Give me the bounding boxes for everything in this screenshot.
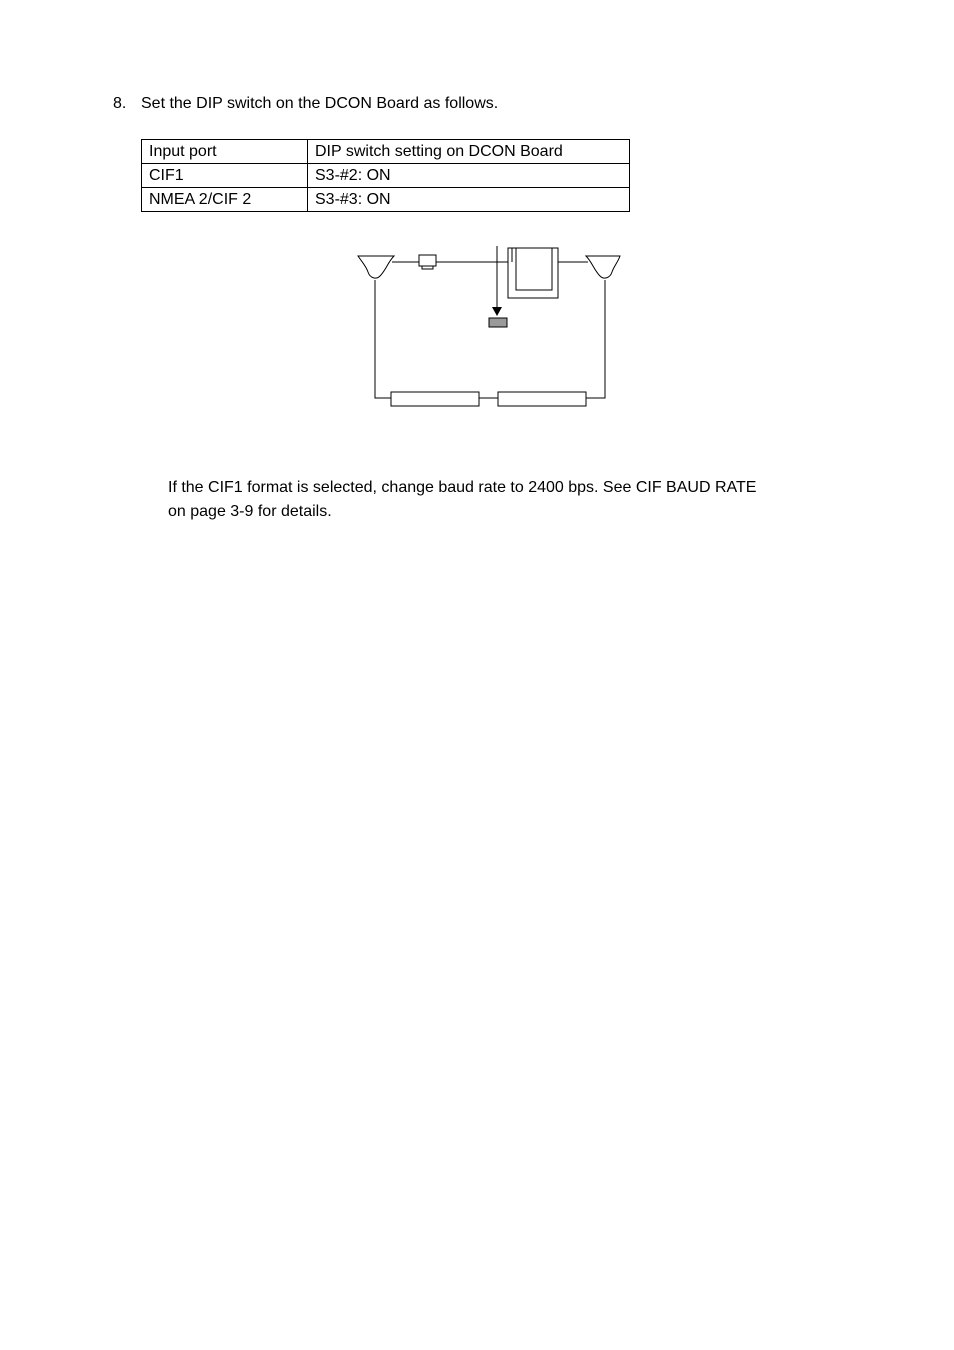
small-connector	[419, 255, 436, 266]
table-row	[142, 188, 630, 212]
pointer-arrowhead	[492, 307, 502, 316]
step-instruction	[113, 94, 498, 114]
bottom-connector-left	[391, 392, 479, 406]
cell-dip-setting: S3-#2: ON	[308, 164, 630, 188]
cell-dip-setting: S3-#3: ON	[308, 188, 630, 212]
table-header-row	[142, 140, 630, 164]
dcon-board-diagram	[350, 240, 630, 415]
cell-input-port: CIF1	[142, 164, 308, 188]
step-text: Set the DIP switch on the DCON Board as follows.	[141, 95, 499, 112]
dip-switch-table	[141, 139, 630, 212]
header-dip-setting: DIP switch setting on DCON Board	[308, 140, 630, 164]
note-line: on page 3-9 for details.	[168, 503, 332, 520]
right-mount-clip	[586, 256, 620, 278]
table-row	[142, 164, 630, 188]
dip-switch-s3	[489, 318, 507, 327]
baud-rate-note	[168, 476, 868, 524]
header-input-port: Input port	[142, 140, 308, 164]
bottom-connector-right	[498, 392, 586, 406]
board-outline	[375, 280, 605, 398]
note-line: If the CIF1 format is selected, change baud rate to 2400 bps. See CIF BAUD RATE	[168, 479, 757, 496]
small-connector-pin	[422, 266, 433, 269]
left-mount-clip	[358, 256, 394, 278]
step-number: 8.	[113, 95, 127, 112]
large-connector-inner	[516, 248, 552, 290]
cell-input-port: NMEA 2/CIF 2	[142, 188, 308, 212]
